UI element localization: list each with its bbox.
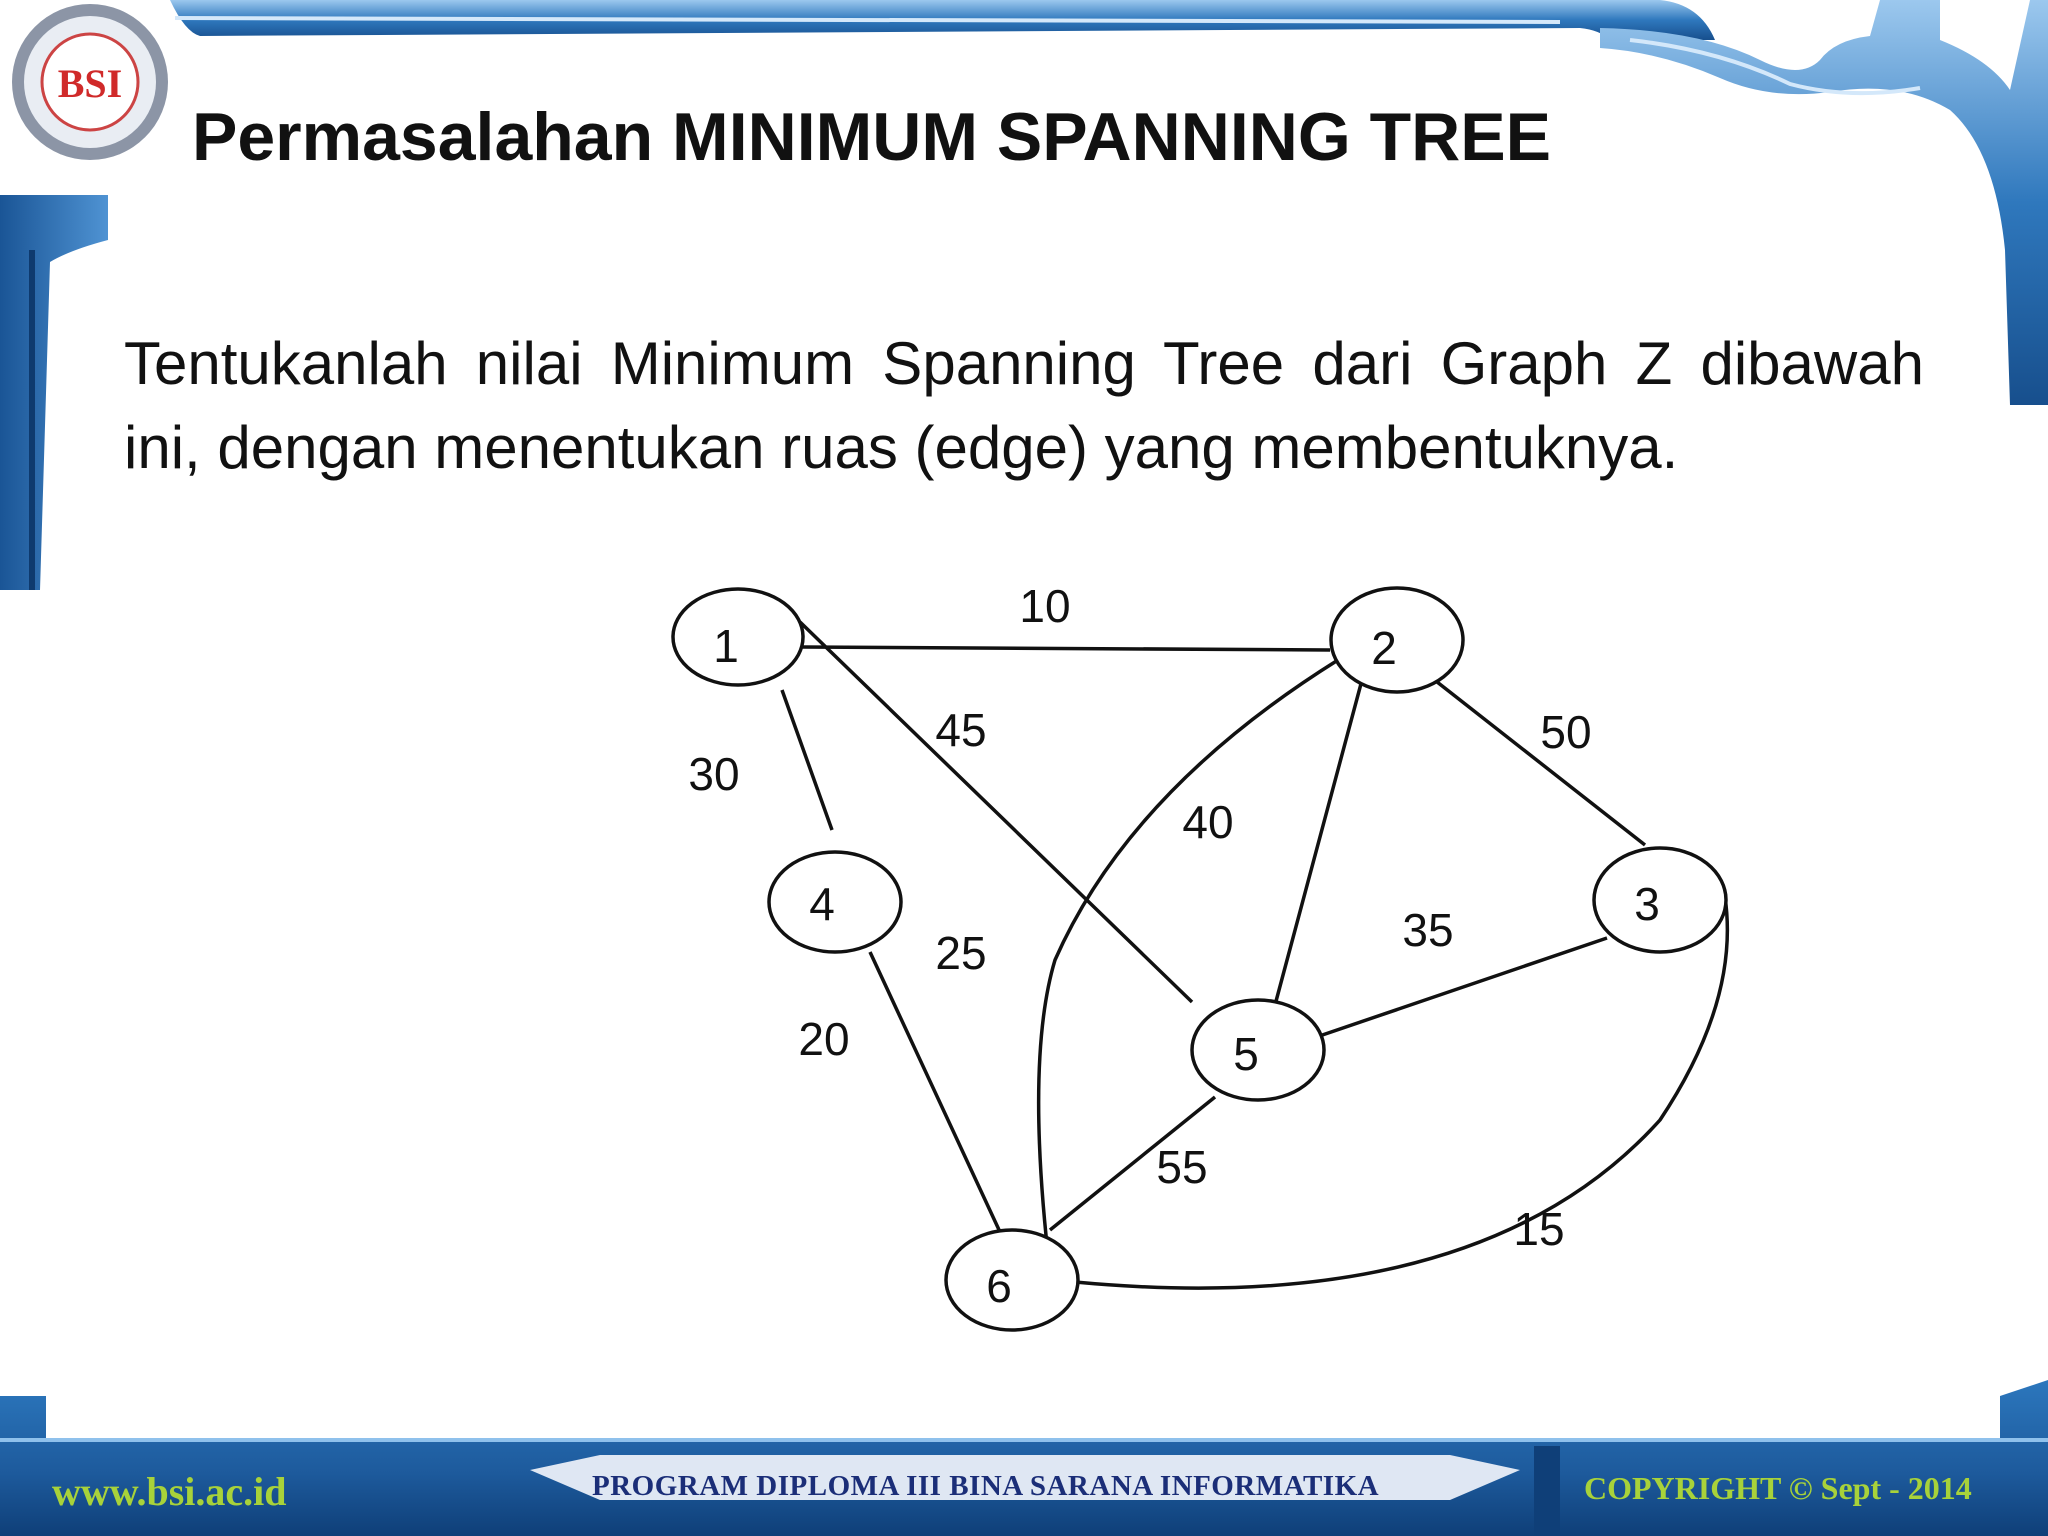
node-6-label: 6 [986, 1260, 1012, 1312]
question-text: Tentukanlah nilai Minimum Spanning Tree dari Graph Z dibawah ini, dengan menentukan ruas (edge) yang membentuknya. [124, 330, 1924, 481]
edge-1-5-weight: 45 [935, 704, 987, 756]
edge-2-6-weight: 40 [1182, 796, 1234, 848]
node-3-label: 3 [1634, 878, 1660, 930]
edge-2-3-weight: 50 [1540, 706, 1592, 758]
edge-2-3 [1432, 678, 1645, 845]
slide-title: Permasalahan MINIMUM SPANNING TREE [192, 99, 1552, 175]
footer-copyright: COPYRIGHT © Sept - 2014 [1584, 1470, 1972, 1506]
edge-3-6 [1075, 897, 1727, 1288]
edge-4-6 [870, 952, 1000, 1232]
node-2 [1331, 588, 1463, 692]
edge-2-5-weight: 25 [935, 927, 987, 979]
node-2-label: 2 [1371, 622, 1397, 674]
footer-program-name: PROGRAM DIPLOMA III BINA SARANA INFORMATIKA [592, 1470, 1380, 1502]
node-4 [769, 852, 901, 952]
edge-5-6-weight: 55 [1156, 1141, 1208, 1193]
node-4-label: 4 [809, 878, 835, 930]
node-5-label: 5 [1233, 1028, 1259, 1080]
edge-1-4 [782, 690, 832, 830]
edge-1-4-weight: 30 [688, 748, 740, 800]
edge-3-5-weight: 35 [1402, 904, 1454, 956]
svg-text:BSI: BSI [57, 61, 123, 106]
node-6 [946, 1230, 1078, 1330]
edge-2-5 [1275, 680, 1362, 1005]
footer-website: www.bsi.ac.id [52, 1469, 287, 1514]
edge-1-2 [802, 647, 1330, 650]
edge-1-2-weight: 10 [1019, 580, 1071, 632]
edge-3-6-weight: 15 [1513, 1203, 1565, 1255]
node-1-label: 1 [713, 620, 739, 672]
node-3 [1594, 848, 1726, 952]
edge-4-6-weight: 20 [798, 1013, 850, 1065]
